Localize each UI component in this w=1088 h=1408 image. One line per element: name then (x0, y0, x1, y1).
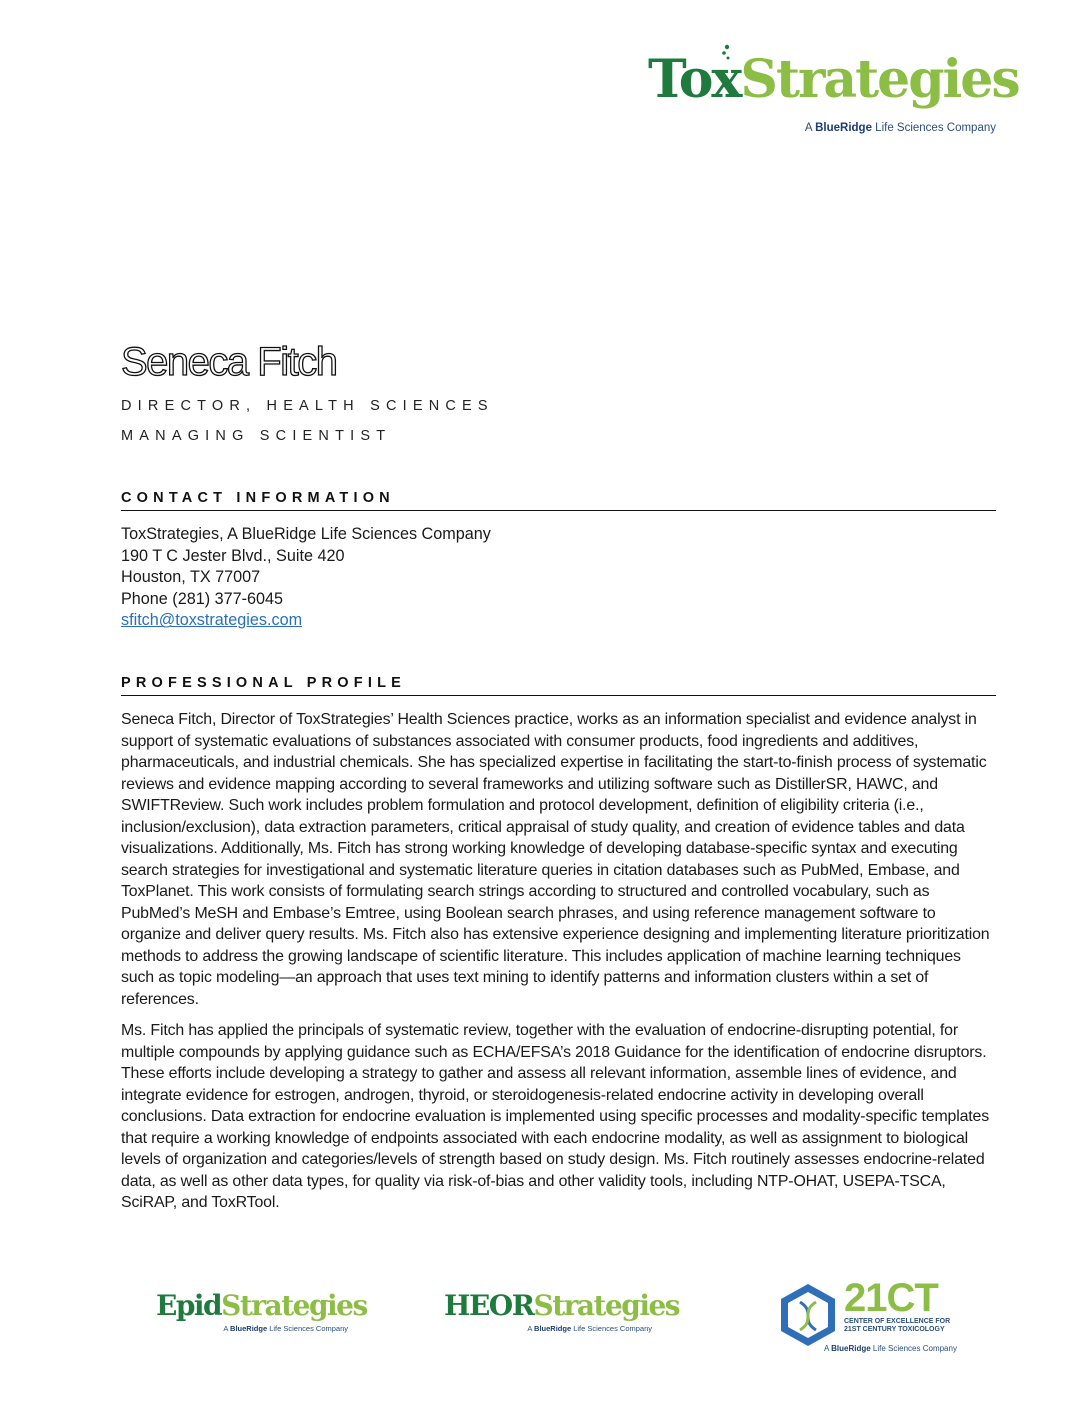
epid-tagline (156, 1324, 348, 1333)
person-title-scientist: MANAGING SCIENTIST (121, 428, 392, 444)
contact-company: ToxStrategies, A BlueRidge Life Sciences Company (121, 525, 491, 543)
21ct-subtitle-line2: 21ST CENTURY TOXICOLOGY (844, 1326, 945, 1333)
profile-section-heading (121, 674, 996, 696)
epid-word-part2: Strategies (221, 1289, 367, 1322)
21ct-tagline (824, 1344, 957, 1353)
dna-hexagon-icon (778, 1282, 838, 1348)
21ct-tag-suffix: Life Sciences Company (870, 1344, 957, 1353)
21ct-wordmark: 21CT (844, 1276, 938, 1320)
21ct-tag-prefix: A (824, 1344, 832, 1353)
contact-address-line2: Houston, TX 77007 (121, 568, 261, 587)
epidstrategies-logo (156, 1289, 367, 1333)
21ct-subtitle-line1: CENTER OF EXCELLENCE FOR (844, 1318, 951, 1325)
logo-word-part1: Tox (648, 49, 741, 110)
toxstrategies-logo (648, 44, 1019, 140)
21ct-subtitle (844, 1318, 950, 1334)
heor-tagline (444, 1324, 652, 1333)
heor-word-part1: HEOR (444, 1289, 534, 1322)
profile-heading-text: PROFESSIONAL PROFILE (121, 675, 407, 691)
logo-wordmark (648, 50, 1019, 110)
epid-tag-brand: BlueRidge (230, 1324, 268, 1333)
epid-tag-suffix: Life Sciences Company (267, 1324, 348, 1333)
contact-phone: Phone (281) 377-6045 (121, 589, 284, 608)
profile-paragraph-1: Seneca Fitch, Director of ToxStrategies’ Health Sciences practice, works as an information specialist and evidence analyst in support of systematic evaluations of substances associated with consumer products, food ingredients and additives, pharmaceuticals, and industrial chemicals. She has specialized expertise in facilitating the start-to-finish process of systematic reviews and evidence mapping according to several frameworks and utilizing software such as DistillerSR, HAWC, and SWIFTReview. Such work includes problem formulation and protocol development, definition of eligibility criteria (i.e., inclusion/exclusion), data extraction parameters, critical appraisal of study quality, and creation of evidence tables and data visualizations. Additionally, Ms. Fitch has strong working knowledge of developing database-specific syntax and executing search strategies for investigational and systematic literature queries in citation databases such as PubMed, Embase, and ToxPlanet. This work consists of formulating search strings according to structured and controlled vocabulary, such as PubMed’s MeSH and Embase’s Emtree, using Boolean search phrases, and using reference management software to organize and deliver query results. Ms. Fitch also has extensive experience designing and implementing literature prioritization methods to address the growing landscape of scientific literature. This includes application of machine learning techniques such as topic modeling—an approach that uses text mining to identify patterns and information clusters within a set of references. (121, 711, 990, 1008)
person-title-director: DIRECTOR, HEALTH SCIENCES (121, 398, 494, 414)
heor-tag-brand: BlueRidge (534, 1324, 572, 1333)
heor-tag-prefix: A (527, 1324, 535, 1333)
contact-section-heading (121, 489, 996, 511)
heorstrategies-logo (444, 1289, 680, 1333)
contact-heading-text: CONTACT INFORMATION (121, 490, 395, 506)
logo-word-part2: Strategies (740, 49, 1019, 110)
21ct-logo (778, 1276, 962, 1354)
profile-paragraph-2: Ms. Fitch has applied the principals of systematic review, together with the evaluation of endocrine-disrupting potential, for multiple compounds by applying guidance such as ECHA/EFSA’s 2018 Guidance for the identification of endocrine disruptors. These efforts include developing a strategy to gather and assess all relevant information, assemble lines of evidence, and integrate evidence for estrogen, androgen, thyroid, or steroidogenesis-related endocrine activity in developing overall conclusions. Data extraction for endocrine evaluation is implemented using specific processes and modality-specific templates that require a working knowledge of endpoints associated with each endocrine modality, as well as assignment to biological levels of organization and categories/levels of strength based on study design. Ms. Fitch routinely assesses endocrine-related data, as well as other data types, for quality via risk-of-bias and other validity tools, including NTP-OHAT, USEPA-TSCA, SciRAP, and ToxRTool. (121, 1022, 990, 1211)
heor-tag-suffix: Life Sciences Company (571, 1324, 652, 1333)
logo-tag-prefix: A (804, 122, 816, 134)
logo-tagline (805, 122, 996, 134)
contact-block (121, 524, 491, 632)
epid-tag-prefix: A (223, 1324, 231, 1333)
21ct-tag-brand: BlueRidge (831, 1344, 871, 1353)
person-name: Seneca Fitch (121, 340, 337, 384)
contact-address-line1: 190 T C Jester Blvd., Suite 420 (121, 546, 345, 565)
contact-email-link[interactable]: sfitch@toxstrategies.com (121, 611, 303, 630)
epid-word-part1: Epid (156, 1289, 222, 1322)
logo-tag-brand: BlueRidge (815, 122, 872, 134)
logo-tag-suffix: Life Sciences Company (871, 122, 996, 134)
heor-word-part2: Strategies (533, 1289, 680, 1322)
profile-body (121, 709, 993, 1224)
